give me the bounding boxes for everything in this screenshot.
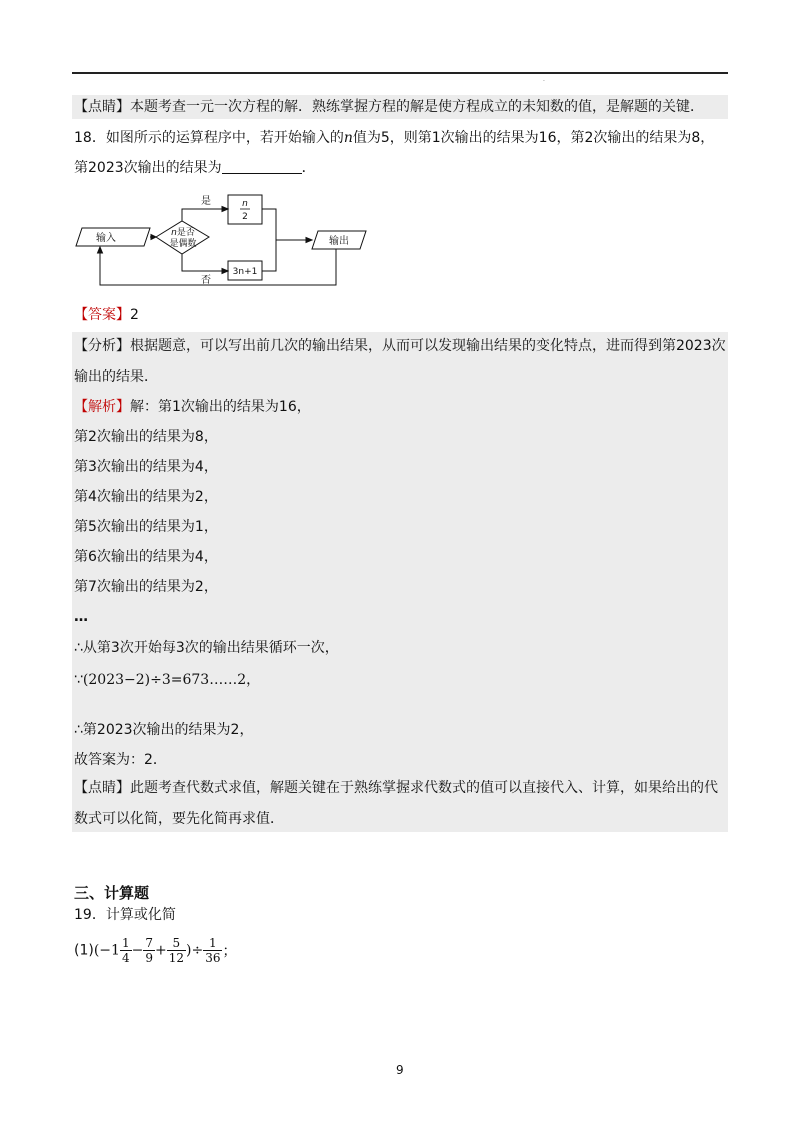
q19-part1: (1)(−1 $\frac{1}{4}$ − $\frac{7}{9}$ + $\frac{5}{12}$ )÷ $\frac{1}{36}$ ；: [74, 936, 237, 965]
solution-line: 第3次输出的结果为4，: [74, 459, 218, 475]
flowchart: [70, 190, 370, 290]
header-mark: .: [543, 76, 545, 83]
solution-line: 第2次输出的结果为8，: [74, 429, 218, 445]
solution-cycle: ∴从第3次开始每3次的输出结果循环一次，: [74, 640, 339, 656]
no-label: 否: [201, 275, 211, 286]
answer-blank: [222, 159, 302, 174]
solution-first: 【解析】解：第1次输出的结果为16，: [74, 399, 311, 415]
solution-line: 第6次输出的结果为4，: [74, 549, 218, 565]
output-label: 输出: [329, 236, 349, 247]
solution-line: 第4次输出的结果为2，: [74, 489, 218, 505]
q18-line2: 第2023次输出的结果为 ．: [74, 160, 316, 176]
solution-line: 第5次输出的结果为1，: [74, 519, 218, 535]
solution-line: 第7次输出的结果为2，: [74, 579, 218, 595]
decision-label-bottom: 是偶数: [169, 239, 197, 249]
solution-final: 故答案为：2．: [74, 752, 167, 768]
yes-label: 是: [201, 196, 211, 207]
solution-therefore: ∴第2023次输出的结果为2，: [74, 722, 254, 738]
analysis-line2: 输出的结果．: [74, 369, 158, 385]
q19-title: 19．计算或化简: [74, 907, 176, 923]
prev-tip: 【点睛】本题考查一元一次方程的解．熟练掌握方程的解是使方程成立的未知数的值，是解题的关键．: [74, 99, 704, 115]
solution-formula: ∵(2023−2)÷3=673……2，: [74, 672, 261, 688]
page-number: 9: [396, 1063, 404, 1077]
input-label: 输入: [96, 233, 116, 244]
fraction: $\frac{1}{4}$: [121, 936, 130, 965]
decision-label-top: n是否: [171, 228, 195, 238]
formula: (2023−2)÷3=673……2: [82, 672, 247, 688]
fraction: $\frac{5}{12}$: [168, 936, 184, 965]
var-n: n: [343, 130, 353, 146]
answer-line: 【答案】2: [74, 307, 139, 323]
fraction: $\frac{7}{9}$: [145, 936, 153, 965]
box-top-num: n: [242, 199, 248, 209]
solution-ellipsis: …: [74, 609, 88, 625]
tip-line2: 数式可以化简，要先化简再求值．: [74, 811, 284, 827]
box-bottom-label: 3n+1: [232, 267, 258, 277]
fraction: $\frac{1}{36}$: [205, 936, 221, 965]
q18-line1: 18．如图所示的运算程序中，若开始输入的n值为5，则第1次输出的结果为16，第2次输出的结果为8，: [74, 130, 715, 146]
section-heading: 三、计算题: [74, 884, 150, 902]
analysis-line1: 【分析】根据题意，可以写出前几次的输出结果，从而可以发现输出结果的变化特点，进而得到第2023次: [74, 338, 726, 354]
tip-line1: 【点睛】此题考查代数式求值，解题关键在于熟练掌握求代数式的值可以直接代入、计算，如果给出的代: [74, 780, 718, 796]
header-rule: [72, 72, 728, 74]
box-top-den: 2: [242, 212, 248, 222]
